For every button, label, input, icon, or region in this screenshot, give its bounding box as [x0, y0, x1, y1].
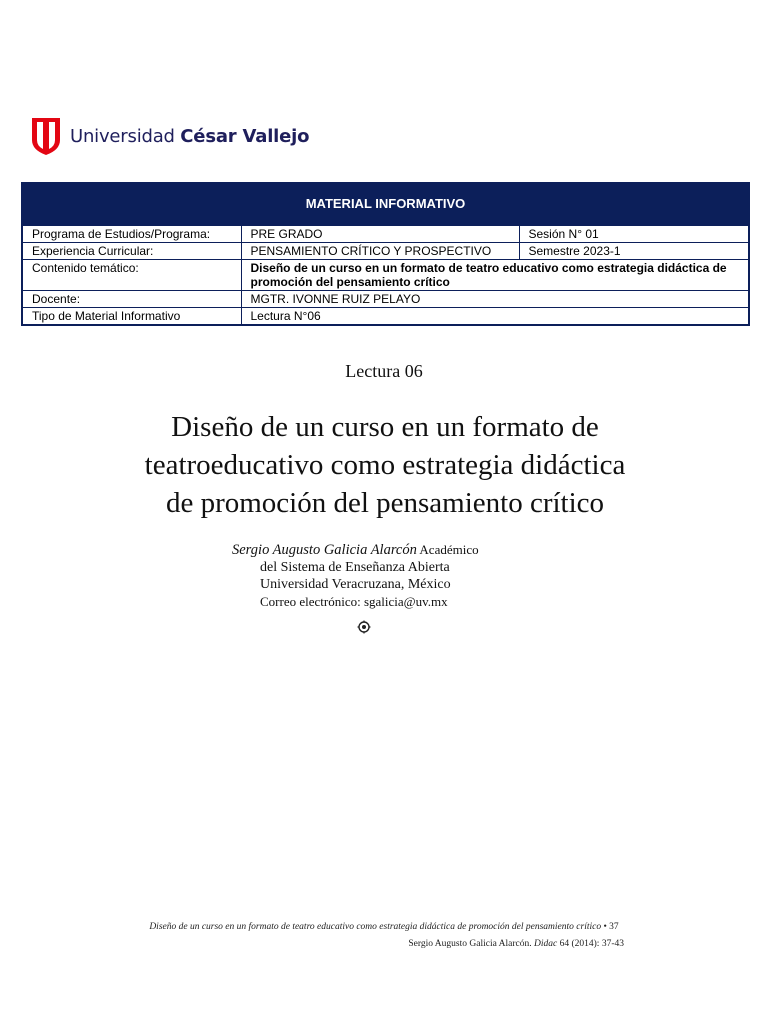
info-table-grid: [23, 226, 748, 324]
ornament-icon: [357, 620, 371, 634]
title-line-3: de promoción del pensamiento crítico: [165, 487, 605, 519]
programa-value: PRE GRADO: [241, 226, 519, 243]
table-row: [23, 226, 748, 243]
university-name: [70, 126, 309, 147]
author-affiliation-2: Universidad Veracruzana, México: [260, 577, 451, 592]
university-name-regular: Universidad: [70, 125, 181, 147]
table-row: [23, 308, 748, 325]
semestre-value: Semestre 2023-1: [519, 243, 748, 260]
docente-value: MGTR. IVONNE RUIZ PELAYO: [241, 291, 748, 308]
contenido-value: Diseño de un curso en un formato de teatro educativo como estrategia didáctica de promoción del pensamiento crítico: [241, 260, 748, 291]
experiencia-label: Experiencia Curricular:: [23, 243, 241, 260]
title-line-2: teatroeducativo como estrategia didáctica: [144, 449, 626, 481]
ucv-shield-icon: [30, 116, 62, 156]
lectura-number: Lectura 06: [345, 361, 423, 381]
tipo-value: Lectura N°06: [241, 308, 748, 325]
author-affiliation-1: del Sistema de Enseñanza Abierta: [260, 560, 450, 575]
author-email: Correo electrónico: sgalicia@uv.mx: [260, 594, 448, 609]
sesion-value: Sesión N° 01: [519, 226, 748, 243]
tipo-label: Tipo de Material Informativo: [23, 308, 241, 325]
footer-article-title: Diseño de un curso en un formato de teatro educativo como estrategia didáctica de promoción del pensamiento crítico: [149, 922, 602, 932]
footer-issue: 64 (2014): 37-43: [557, 939, 624, 949]
info-table-header: MATERIAL INFORMATIVO: [23, 184, 748, 226]
docente-label: Docente:: [23, 291, 241, 308]
footer-citation-source: [408, 939, 624, 949]
table-row: [23, 260, 748, 291]
university-name-bold: César Vallejo: [180, 125, 310, 147]
info-table: [21, 182, 750, 326]
footer-page-number: • 37: [601, 922, 619, 932]
document-title: [60, 408, 710, 522]
table-row: [23, 291, 748, 308]
author-block: [232, 541, 479, 610]
author-name: Sergio Augusto Galicia Alarcón: [232, 542, 417, 558]
footer-author: Sergio Augusto Galicia Alarcón.: [408, 939, 535, 949]
university-logo: [30, 116, 309, 156]
experiencia-value: PENSAMIENTO CRÍTICO Y PROSPECTIVO: [241, 243, 519, 260]
title-line-1: Diseño de un curso en un formato de: [171, 411, 599, 443]
author-role: Académico: [416, 542, 479, 557]
contenido-label: Contenido temático:: [23, 260, 241, 291]
footer-citation-title: [0, 922, 768, 932]
programa-label: Programa de Estudios/Programa:: [23, 226, 241, 243]
footer-journal: Didac: [534, 939, 558, 949]
table-row: [23, 243, 748, 260]
